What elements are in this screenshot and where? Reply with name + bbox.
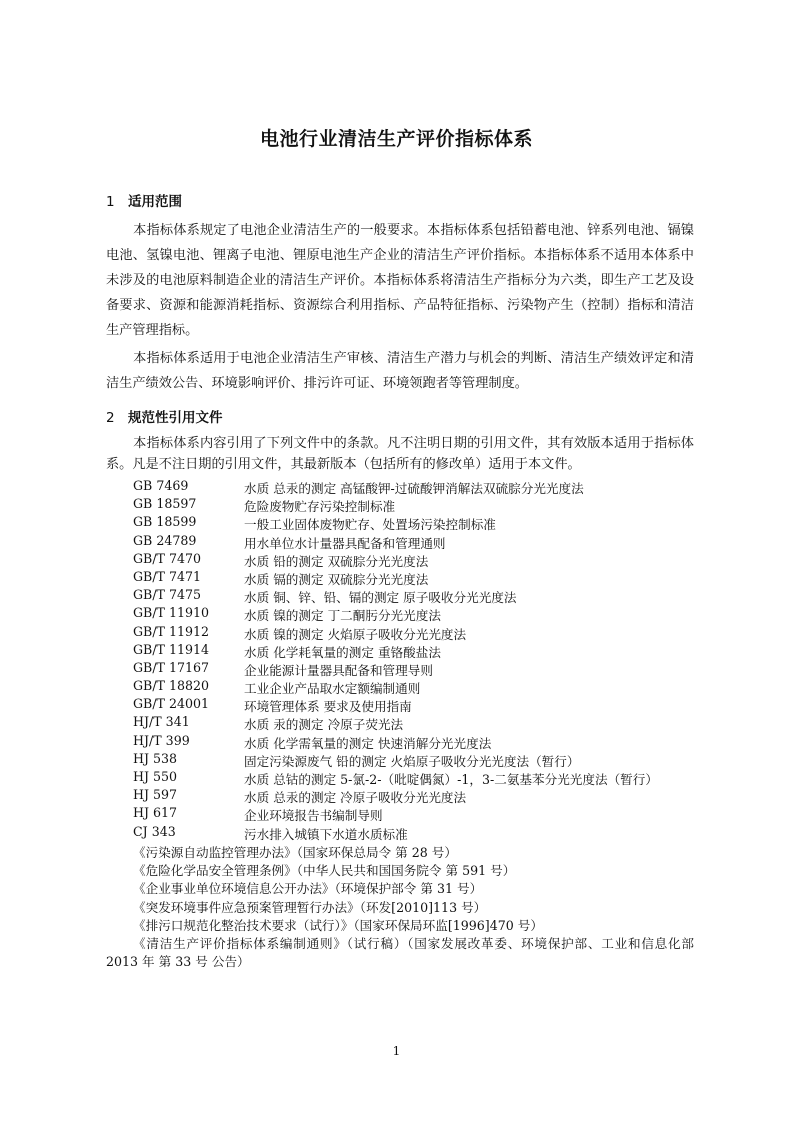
reference-title: 危险废物贮存污染控制标准	[244, 499, 396, 515]
reference-code: HJ/T 341	[133, 714, 190, 730]
reference-code: GB 18597	[133, 496, 197, 512]
reference-title: 水质 镉的测定 双硫腙分光光度法	[244, 571, 429, 587]
reference-title: 固定污染源废气 铅的测定 火焰原子吸收分光光度法（暂行）	[244, 753, 580, 769]
reference-title: 水质 铅的测定 双硫腙分光光度法	[244, 553, 429, 569]
section-1-number: 1	[106, 194, 115, 210]
regulation-list	[106, 844, 694, 971]
section-2-intro-text: 本指标体系内容引用了下列文件中的条款。凡不注明日期的引用文件，其有效版本适用于指标体系。凡是不注日期的引用文件，其最新版本（包括所有的修改单）适用于本文件。	[106, 436, 694, 472]
reference-row	[0, 751, 793, 769]
section-1-title: 适用范围	[128, 194, 182, 210]
reference-row	[0, 678, 793, 696]
reference-code: HJ 538	[133, 750, 178, 766]
reference-row	[0, 769, 793, 787]
reference-title: 污水排入城镇下水道水质标准	[244, 826, 408, 842]
reference-row	[0, 569, 793, 587]
reference-title: 水质 总钴的测定 5-氯-2-（吡啶偶氮）-1，3-二氨基苯分光光度法（暂行）	[244, 772, 658, 787]
reference-title: 水质 总汞的测定 冷原子吸收分光光度法	[244, 790, 467, 806]
reference-row	[0, 824, 793, 842]
reference-row	[0, 660, 793, 678]
reference-row	[0, 605, 793, 623]
reference-code: GB/T 7471	[133, 568, 202, 584]
reference-code: GB 7469	[133, 478, 189, 493]
reference-code: HJ 550	[133, 769, 178, 784]
regulation-item: 《清洁生产评价指标体系编制通则》（试行稿）（国家发展改革委、环境保护部、工业和信息化部 2013 年 第 33 号 公告）	[106, 936, 694, 970]
reference-row	[0, 533, 793, 551]
reference-row	[0, 587, 793, 605]
section-1-heading	[106, 190, 182, 210]
reference-code: GB/T 18820	[133, 678, 210, 694]
reference-row	[0, 478, 793, 496]
regulation-item: 《突发环境事件应急预案管理暂行办法》（环发[2010]113 号）	[133, 899, 487, 915]
reference-row	[0, 714, 793, 732]
regulation-item: 《企业事业单位环境信息公开办法》（环境保护部令 第 31 号）	[133, 881, 483, 897]
reference-code: GB/T 11910	[133, 605, 210, 621]
reference-title: 水质 汞的测定 冷原子荧光法	[244, 717, 404, 733]
section-1-paragraph-2	[106, 346, 694, 396]
reference-title: 工业企业产品取水定额编制通则	[244, 681, 421, 697]
section-2-title: 规范性引用文件	[128, 410, 223, 426]
section-2-number: 2	[106, 410, 115, 426]
reference-list	[0, 478, 793, 842]
reference-row	[0, 514, 793, 532]
section-1-paragraph-2-text: 本指标体系适用于电池企业清洁生产审核、清洁生产潜力与机会的判断、清洁生产绩效评定和清洁生产绩效公告、环境影响评价、排污许可证、环境领跑者等管理制度。	[106, 351, 694, 391]
reference-title: 企业环境报告书编制导则	[244, 808, 383, 824]
reference-title: 水质 镍的测定 丁二酮肟分光光度法	[244, 608, 441, 624]
reference-code: GB/T 11914	[133, 641, 210, 657]
reference-row	[0, 642, 793, 660]
reference-row	[0, 551, 793, 569]
reference-code: GB/T 7475	[133, 587, 202, 603]
reference-code: HJ 597	[133, 787, 178, 803]
reference-code: GB 18599	[133, 514, 197, 530]
reference-title: 水质 总汞的测定 高锰酸钾-过硫酸钾消解法双硫腙分光光度法	[244, 481, 584, 496]
section-2-heading	[106, 406, 223, 426]
regulation-item: 《排污口规范化整治技术要求（试行）》（国家环保局环监[1996]470 号）	[133, 917, 543, 933]
reference-title: 水质 镍的测定 火焰原子吸收分光光度法	[244, 626, 467, 642]
reference-code: GB/T 7470	[133, 550, 202, 566]
regulation-item: 《污染源自动监控管理办法》（国家环保总局令 第 28 号）	[133, 845, 457, 860]
reference-code: HJ 617	[133, 805, 178, 821]
reference-title: 一般工业固体废物贮存、处置场污染控制标准	[244, 517, 496, 533]
reference-row	[0, 733, 793, 751]
reference-code: CJ 343	[133, 823, 176, 839]
reference-code: GB/T 11912	[133, 623, 210, 639]
section-1-paragraph-1	[106, 218, 694, 343]
section-2-intro	[106, 433, 694, 475]
reference-row	[0, 787, 793, 805]
reference-row	[0, 696, 793, 714]
page-number: 1	[392, 1044, 401, 1058]
reference-code: HJ/T 399	[133, 732, 190, 748]
regulation-item: 《危险化学品安全管理条例》（中华人民共和国国务院令 第 591 号）	[133, 863, 516, 879]
reference-code: GB/T 17167	[133, 659, 210, 675]
reference-row	[0, 496, 793, 514]
reference-title: 水质 铜、锌、铅、镉的测定 原子吸收分光光度法	[244, 590, 517, 606]
reference-row	[0, 624, 793, 642]
reference-code: GB/T 24001	[133, 696, 210, 712]
reference-title: 水质 化学需氧量的测定 快速消解分光光度法	[244, 735, 492, 751]
reference-title: 环境管理体系 要求及使用指南	[244, 699, 412, 715]
reference-title: 用水单位水计量器具配备和管理通则	[244, 535, 446, 551]
section-1-paragraph-1-text: 本指标体系规定了电池企业清洁生产的一般要求。本指标体系包括铅蓄电池、锌系列电池、镉镍电池、氢镍电池、锂离子电池、锂原电池生产企业的清洁生产评价指标。本指标体系不适用本体系中未涉及的电池原料制造企业的清洁生产评价。本指标体系将清洁生产指标分为六类，即生产工艺及设备要求、资源和能源消耗指标、资源综合利用指标、产品特征指标、污染物产生（控制）指标和清洁生产管理指标。	[106, 223, 694, 338]
document-title: 电池行业清洁生产评价指标体系	[259, 128, 533, 150]
reference-title: 水质 化学耗氧量的测定 重铬酸盐法	[244, 644, 441, 660]
reference-row	[0, 805, 793, 823]
reference-code: GB 24789	[133, 532, 197, 548]
reference-title: 企业能源计量器具配备和管理导则	[244, 662, 433, 678]
